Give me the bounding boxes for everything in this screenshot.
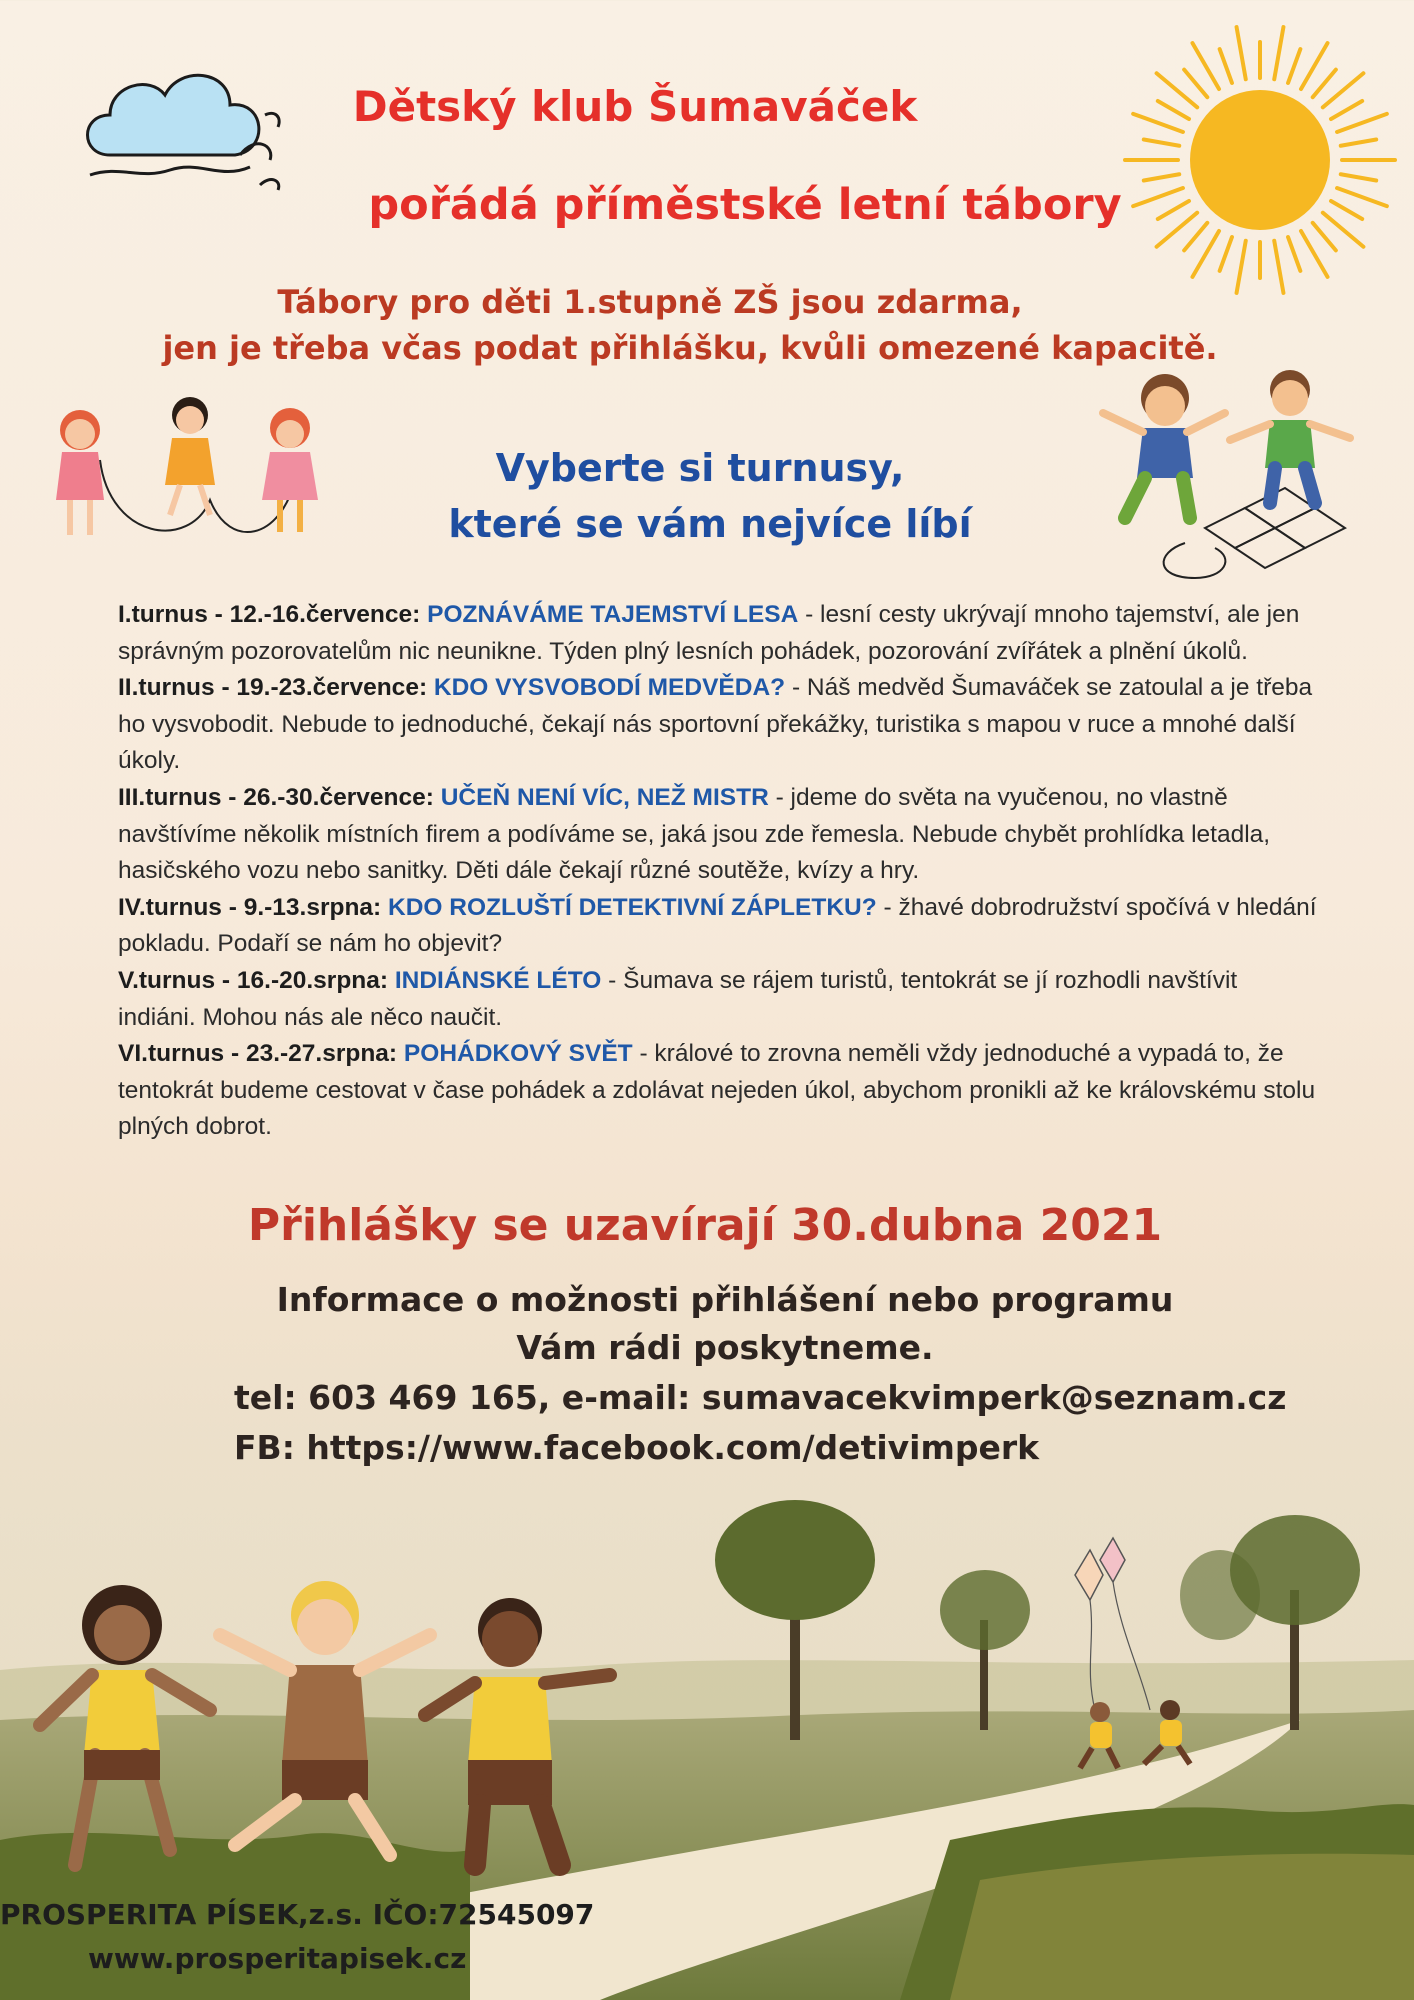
free-notice-line2: jen je třeba včas podat přihlášku, kvůli omezené kapacitě. [162, 329, 1218, 367]
turnus-text: - Šumava se rájem turistů, tentokrát se jí rozhodli navštívit indiáni. Mohou nás ale něco naučit. [118, 966, 1238, 1031]
kids-hopscotch-icon [1095, 368, 1385, 598]
turnus-item [118, 780, 1318, 890]
kids-jumping-icon [20, 1565, 640, 1895]
turnus-item [118, 890, 1318, 963]
facebook-link[interactable]: FB: https://www.facebook.com/detivimperk [234, 1428, 1040, 1467]
turnus-name: KDO ROZLUŠTÍ DETEKTIVNÍ ZÁPLETKU? [388, 893, 877, 921]
turnus-label: III.turnus - 26.-30.července: [118, 783, 434, 811]
turnus-text: - Náš medvěd Šumaváček se zatoulal a je třeba ho vysvobodit. Nebude to jednoduché, čekají nás sportovní překážky, turistika s mapou v ruce a mnohé další úkoly. [118, 674, 1313, 775]
turnus-item [118, 963, 1318, 1036]
choose-heading-line2: které se vám nejvíce líbí [448, 502, 972, 546]
turnus-name: POZNÁVÁME TAJEMSTVÍ LESA [427, 601, 799, 628]
turnus-label: II.turnus - 19.-23.července: [118, 674, 428, 702]
sun-icon [1120, 20, 1400, 300]
turnus-name: KDO VYSVOBODÍ MEDVĚDA? [433, 674, 786, 702]
choose-heading-line1: Vyberte si turnusy, [495, 446, 905, 490]
turnus-name: UČEŇ NENÍ VÍC, NEŽ MISTR [440, 783, 769, 811]
organization-info: PROSPERITA PÍSEK,z.s. IČO:72545097 [0, 1898, 595, 1931]
free-notice-line1: Tábory pro děti 1.stupně ZŠ jsou zdarma, [277, 283, 1023, 321]
turnus-text: - jdeme do světa na vyučenou, no vlastně navštívíme několik místních firem a podíváme se, jaká jsou zde řemesla. Nebude chybět prohlídka letadla, hasičského vozu nebo sanitky. Děti dále čekají různé soutěže, kvízy a hry. [118, 783, 1271, 885]
turnus-name: INDIÁNSKÉ LÉTO [394, 966, 602, 994]
registration-deadline: Přihlášky se uzavírají 30.dubna 2021 [247, 1200, 1163, 1251]
turnus-item [118, 1036, 1318, 1146]
turnus-text: - žhavé dobrodružství spočívá v hledání pokladu. Podaří se nám ho objevit? [118, 893, 1317, 958]
turnus-name: POHÁDKOVÝ SVĚT [403, 1040, 633, 1068]
turnus-text: - králové to zrovna neměli vždy jednoduché a vypadá to, že tentokrát budeme cestovat v čase pohádek a zdolávat nejeden úkol, abychom pronikli až ke královskému stolu plných dobrot. [118, 1040, 1316, 1141]
contact-line: tel: 603 469 165, e-mail: sumavacekvimperk@seznam.cz [234, 1378, 1287, 1417]
info-line2: Vám rádi poskytneme. [516, 1328, 934, 1367]
kids-jumprope-icon [40, 390, 350, 550]
turnus-label: I.turnus - 12.-16.července: [118, 601, 421, 628]
turnus-label: VI.turnus - 23.-27.srpna: [118, 1040, 398, 1068]
turnus-label: IV.turnus - 9.-13.srpna: [118, 893, 382, 921]
turnus-item [118, 597, 1318, 670]
organization-website[interactable]: www.prosperitapisek.cz [88, 1942, 467, 1975]
turnus-list [118, 597, 1318, 1146]
turnus-label: V.turnus - 16.-20.srpna: [118, 966, 389, 994]
page-subtitle: pořádá příměstské letní tábory [368, 180, 1122, 230]
turnus-item [118, 670, 1318, 780]
info-line1: Informace o možnosti přihlášení nebo programu [276, 1280, 1174, 1319]
page-title: Dětský klub Šumaváček [352, 82, 918, 131]
turnus-text: - lesní cesty ukrývají mnoho tajemství, ale jen správným pozorovatelům nic neunikne. Týden plný lesních pohádek, pozorování zvířátek a plnění úkolů. [118, 601, 1300, 665]
